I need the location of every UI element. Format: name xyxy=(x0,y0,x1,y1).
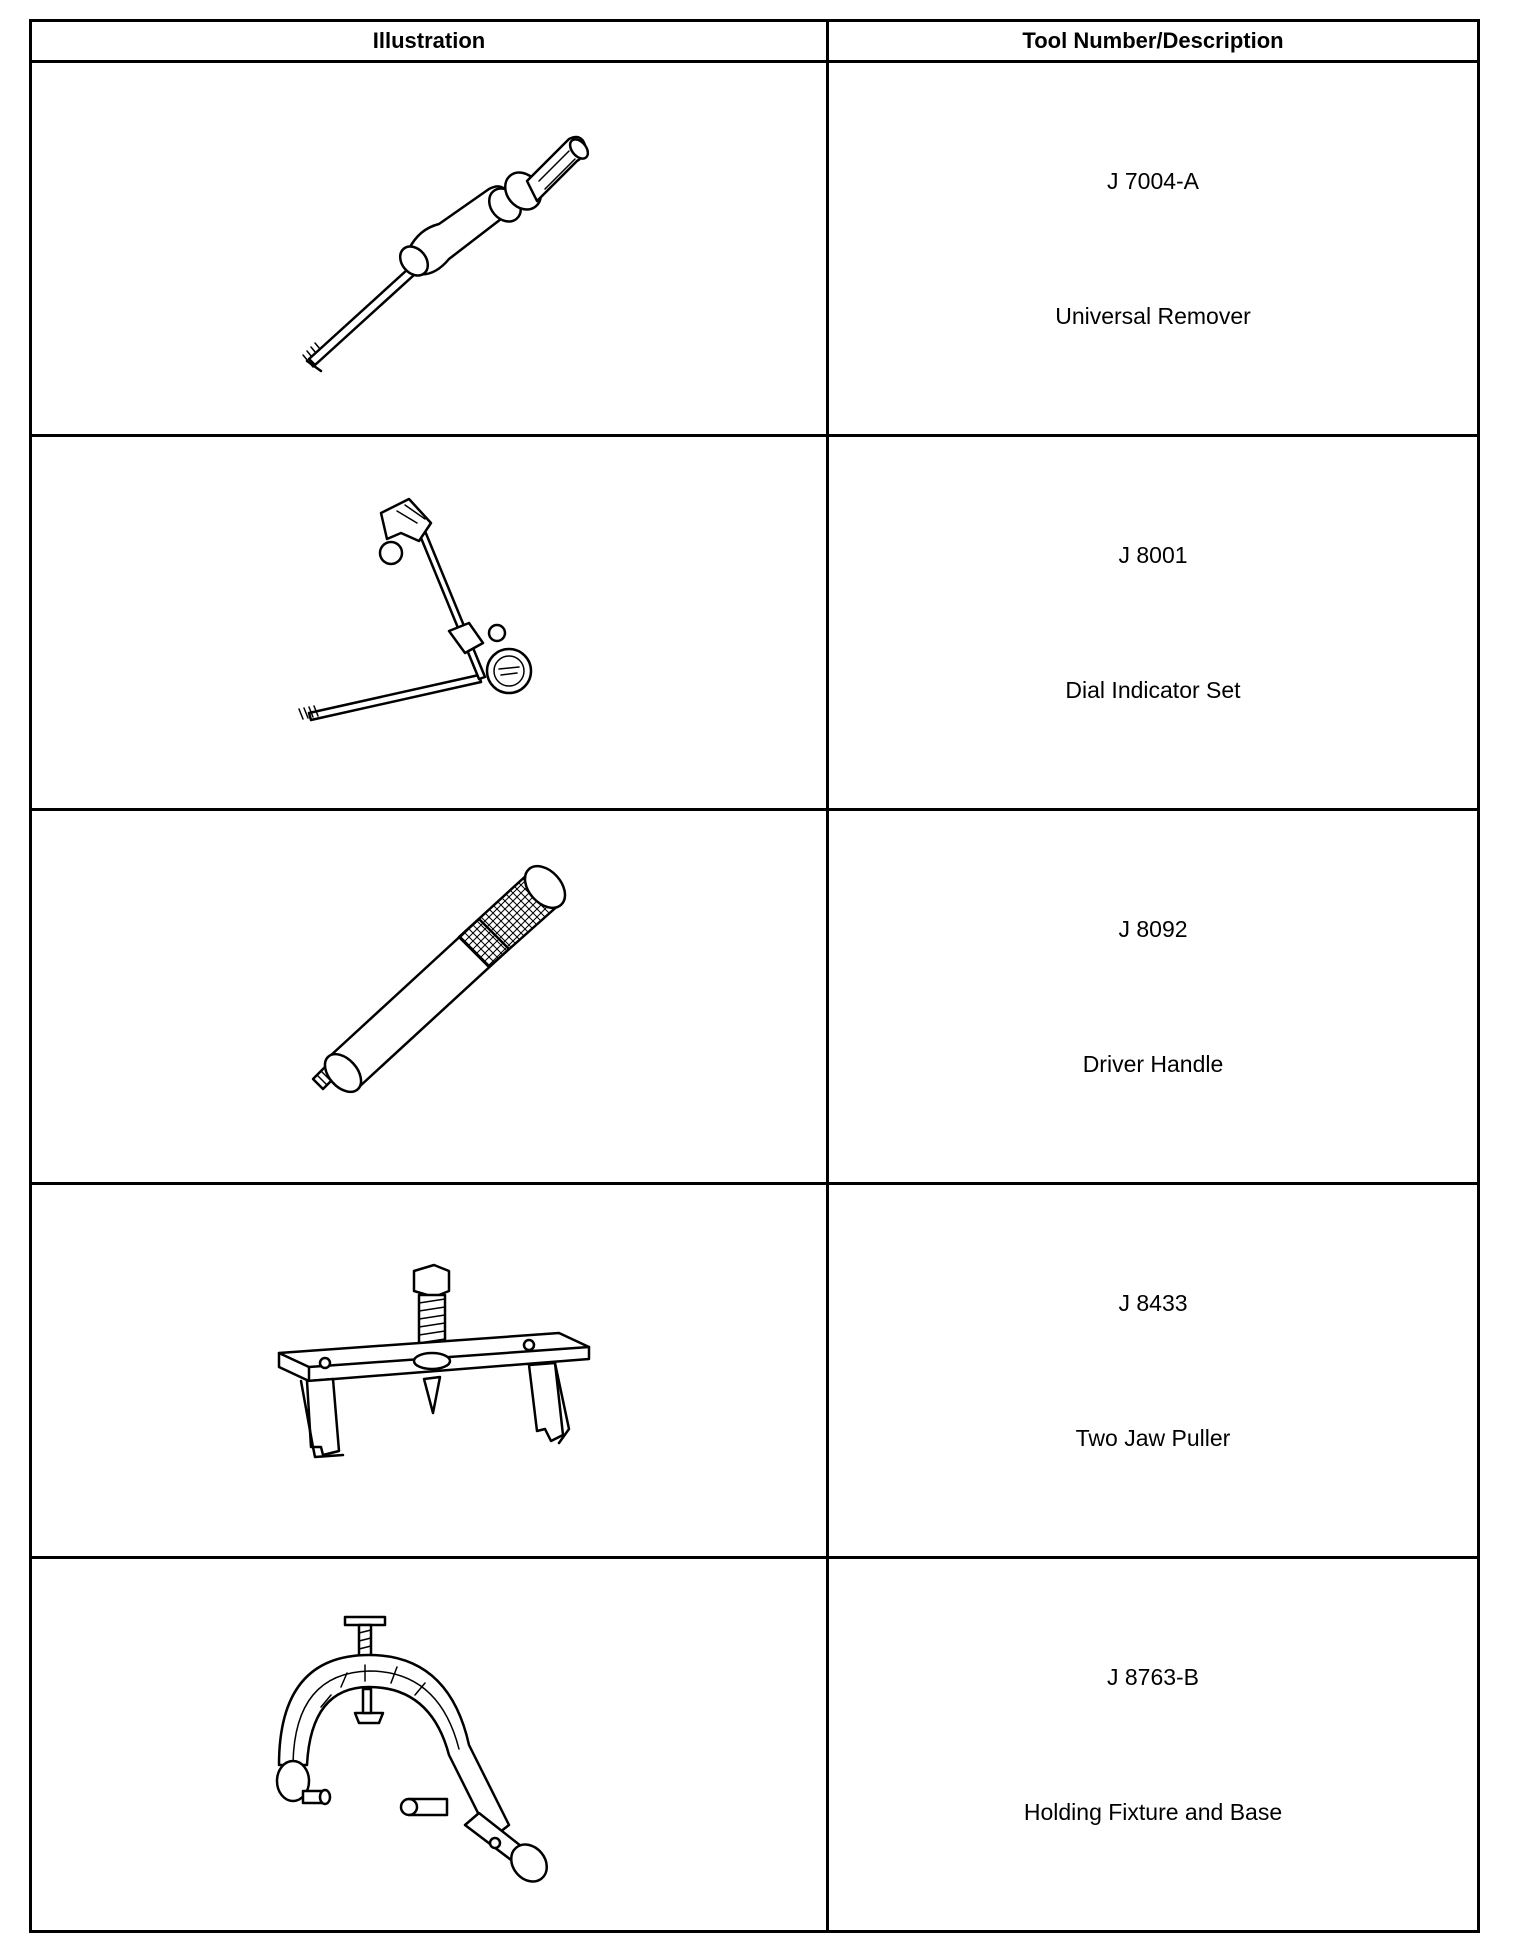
slide-hammer-icon xyxy=(269,109,589,389)
tool-description: Two Jaw Puller xyxy=(1075,1424,1231,1451)
two-jaw-puller-icon xyxy=(259,1251,599,1491)
tool-number: J 7004-A xyxy=(1106,167,1200,194)
header-illustration: Illustration xyxy=(31,21,828,62)
tool-number: J 8433 xyxy=(1118,1289,1188,1316)
illustration-cell xyxy=(31,810,828,1184)
illustration-cell xyxy=(31,1558,828,1932)
tool-info-cell xyxy=(828,62,1479,436)
header-tool-number: Tool Number/Description xyxy=(828,21,1479,62)
holding-fixture-icon xyxy=(259,1595,599,1895)
table-row xyxy=(31,62,1479,436)
tool-info-cell xyxy=(828,1558,1479,1932)
tool-description: Driver Handle xyxy=(1082,1050,1224,1077)
dial-indicator-icon xyxy=(269,483,589,763)
table-row xyxy=(31,810,1479,1184)
tool-number: J 8092 xyxy=(1118,915,1188,942)
table-row xyxy=(31,436,1479,810)
illustration-cell xyxy=(31,62,828,436)
driver-handle-icon xyxy=(269,857,589,1137)
special-tools-table xyxy=(29,19,1480,1933)
table-row xyxy=(31,1558,1479,1932)
tool-info-cell xyxy=(828,810,1479,1184)
tool-description: Universal Remover xyxy=(1055,302,1251,329)
tool-number: J 8763-B xyxy=(1106,1663,1200,1690)
tool-description: Holding Fixture and Base xyxy=(1023,1798,1283,1825)
tool-info-cell xyxy=(828,436,1479,810)
table-row xyxy=(31,1184,1479,1558)
illustration-cell xyxy=(31,1184,828,1558)
tool-number: J 8001 xyxy=(1118,541,1188,568)
illustration-cell xyxy=(31,436,828,810)
tool-description: Dial Indicator Set xyxy=(1065,676,1241,703)
tool-info-cell xyxy=(828,1184,1479,1558)
